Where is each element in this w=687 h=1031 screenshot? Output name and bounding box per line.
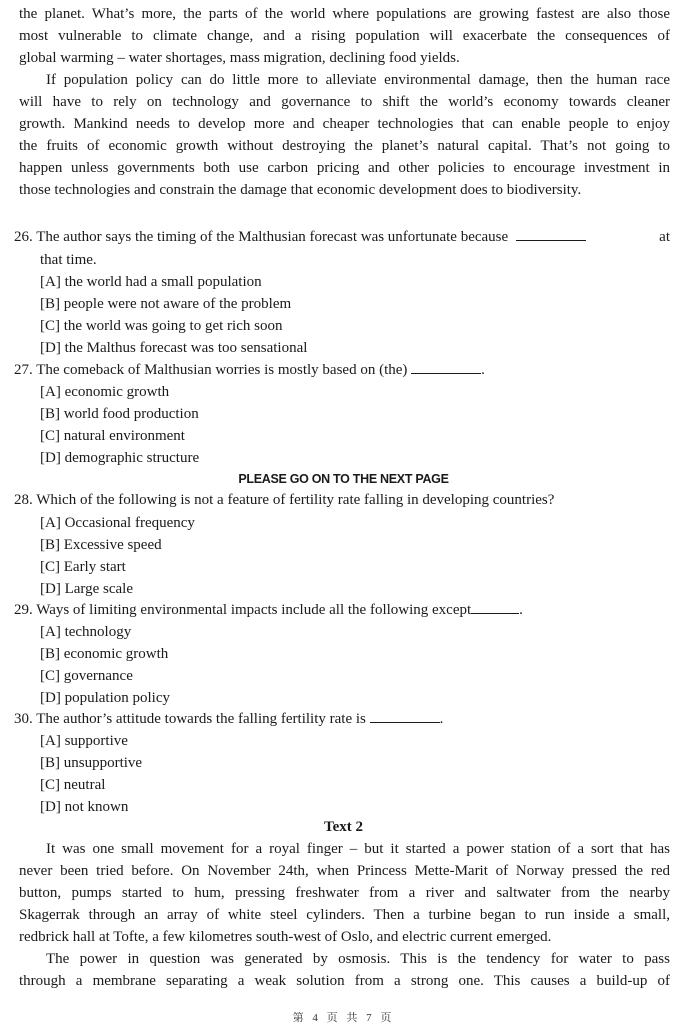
next-page-notice: PLEASE GO ON TO THE NEXT PAGE (238, 472, 449, 486)
option-b[interactable]: [B] people were not aware of the problem (40, 296, 292, 312)
passage-line: The power in question was generated by osmosis. This is the tendency for water to pass (46, 951, 670, 967)
question-number: 29. (14, 602, 33, 618)
question-text-after-blank: . (519, 602, 523, 618)
passage-line: happen unless governments both use carbon pricing and other policies to encourage investment in (19, 160, 670, 176)
passage-line: those technologies and constrain the damage that economic development does to biodiversity. (19, 182, 582, 198)
question-stem (14, 490, 554, 510)
answer-blank[interactable] (516, 227, 586, 241)
question-text: Which of the following is not a feature of fertility rate falling in developing countries? (36, 492, 555, 508)
option-b[interactable]: [B] world food production (40, 406, 199, 422)
question-number: 28. (14, 492, 33, 508)
option-d[interactable]: [D] Large scale (40, 581, 134, 597)
option-a[interactable]: [A] economic growth (40, 384, 170, 400)
passage-line: will have to rely on technology and governance to shift the world’s economy towards cleaner (19, 94, 670, 110)
option-a[interactable]: [A] supportive (40, 733, 128, 749)
option-d[interactable]: [D] not known (40, 799, 129, 815)
passage-line: button, pumps started to hum, pressing freshwater from a river and saltwater from the nearby (19, 885, 670, 901)
option-a[interactable]: [A] Occasional frequency (40, 515, 195, 531)
passage-line: most vulnerable to climate change, and a rising population will exacerbate the consequences of (19, 28, 670, 44)
passage-line: global warming – water shortages, mass migration, declining food yields. (19, 50, 460, 66)
passage-line: the fruits of economic growth without destroying the planet’s natural capital. That’s not going to (19, 138, 670, 154)
option-a[interactable]: [A] technology (40, 624, 132, 640)
question-text: The comeback of Malthusian worries is mostly based on (the) (36, 362, 408, 378)
option-c[interactable]: [C] governance (40, 668, 133, 684)
section-heading: Text 2 (323, 819, 364, 835)
question-stem (14, 600, 523, 620)
question-text: The author’s attitude towards the falling fertility rate is (36, 711, 366, 727)
option-d[interactable]: [D] demographic structure (40, 450, 200, 466)
passage-line: growth. Mankind needs to develop more and cheaper technologies that can enable people to enjoy (19, 116, 670, 132)
answer-blank[interactable] (471, 600, 519, 614)
option-c[interactable]: [C] Early start (40, 559, 126, 575)
question-text-after-blank: . (481, 362, 485, 378)
question-text-after-blank: . (439, 711, 444, 727)
page-number-footer: 第 4 页 共 7 页 (292, 1012, 395, 1024)
option-a[interactable]: [A] the world had a small population (40, 274, 262, 290)
answer-blank[interactable] (370, 709, 440, 723)
question-number: 30. (14, 711, 33, 727)
passage-line: never been tried before. On November 24th, when Princess Mette-Marit of Norway pressed the red (19, 863, 670, 879)
option-d[interactable]: [D] population policy (40, 690, 170, 706)
option-c[interactable]: [C] neutral (40, 777, 106, 793)
question-text-after-blank: at (659, 229, 670, 245)
passage-line: If population policy can do little more to alleviate environmental damage, then the human race (46, 72, 670, 88)
option-b[interactable]: [B] economic growth (40, 646, 169, 662)
passage-line: the planet. What’s more, the parts of the world where populations are growing fastest are also those (19, 6, 670, 22)
option-d[interactable]: [D] the Malthus forecast was too sensational (40, 340, 308, 356)
passage-line: through a membrane separating a weak solution from a strong one. This causes a build-up of (19, 973, 670, 989)
question-stem (14, 709, 443, 729)
option-c[interactable]: [C] the world was going to get rich soon (40, 318, 283, 334)
option-b[interactable]: [B] unsupportive (40, 755, 143, 771)
question-number: 27. (14, 362, 33, 378)
question-text: Ways of limiting environmental impacts include all the following except (36, 602, 472, 618)
option-c[interactable]: [C] natural environment (40, 428, 185, 444)
question-stem-continued: that time. (40, 252, 97, 268)
question-text: The author says the timing of the Malthusian forecast was unfortunate because (36, 229, 509, 245)
question-stem (14, 227, 670, 247)
passage-line: It was one small movement for a royal finger – but it started a power station of a sort that has (46, 841, 670, 857)
passage-line: Skagerrak through an array of white steel cylinders. Then a turbine began to run inside a small, (19, 907, 670, 923)
passage-line: redbrick hall at Tofte, a few kilometres south-west of Oslo, and electric current emerged. (19, 929, 552, 945)
question-stem (14, 360, 485, 380)
option-b[interactable]: [B] Excessive speed (40, 537, 162, 553)
answer-blank[interactable] (411, 360, 481, 374)
question-number: 26. (14, 229, 33, 245)
